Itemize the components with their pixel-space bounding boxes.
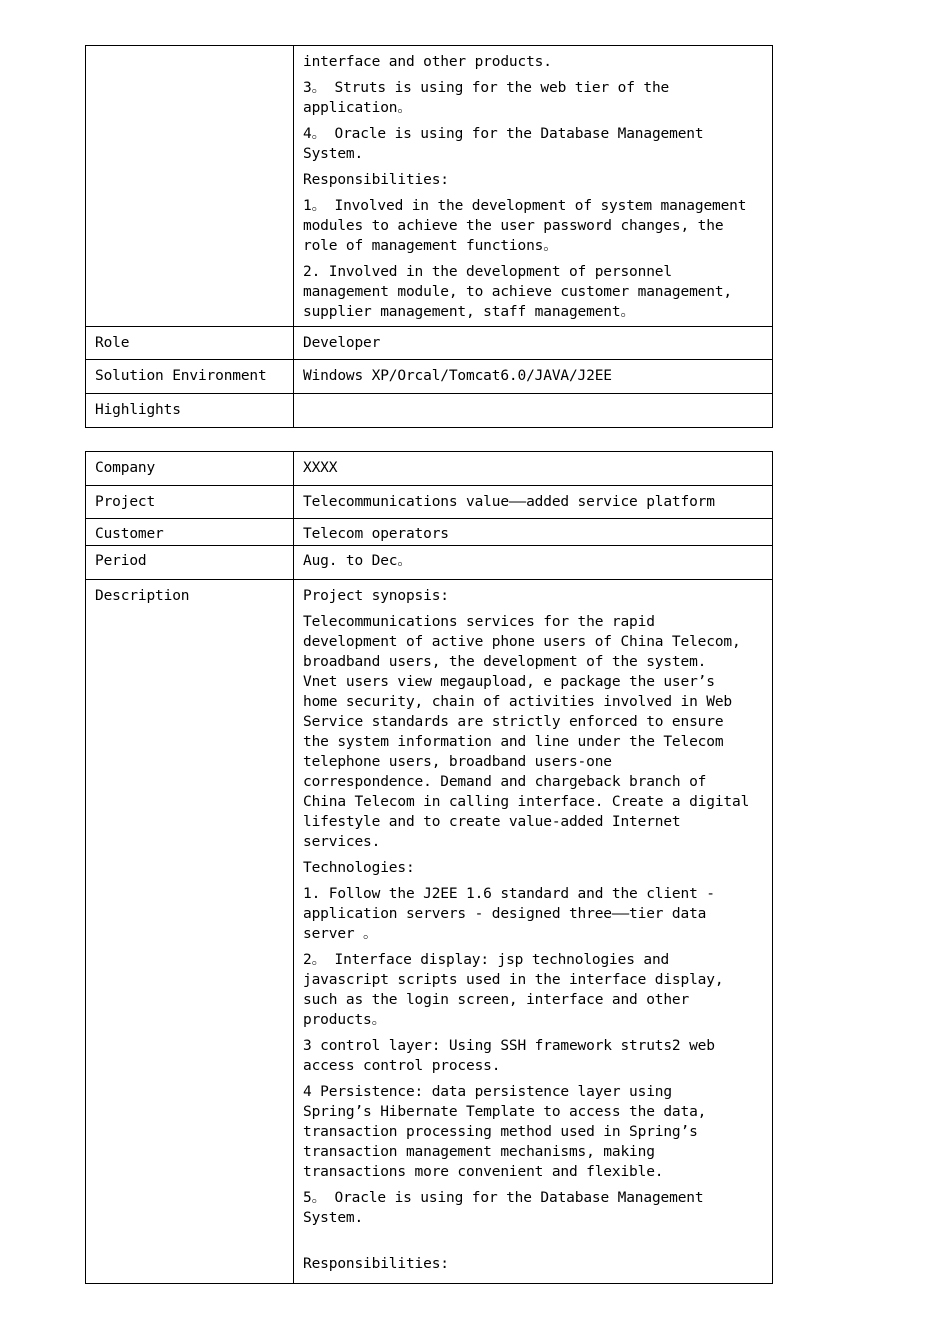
table-row xyxy=(86,360,773,394)
description-cell xyxy=(294,580,773,1284)
blank-line xyxy=(303,1234,764,1254)
table-row xyxy=(86,327,773,360)
paragraph: Telecommunications services for the rapid development of active phone users of China Telecom, broadband users, the development of the system. Vnet users view megaupload, e package the user’s home security, chain of activities involved in Web Service standards are strictly enforced to ensure the system information and line under the Telecom telephone users, broadband users-one correspondence. Demand and chargeback branch of China Telecom in calling interface. Create a digital lifestyle and to create value-added Internet services. xyxy=(303,614,750,850)
table-row xyxy=(86,519,773,546)
paragraph: 2。 Interface display: jsp technologies and javascript scripts used in the interface display, such as the login screen, interface and other products。 xyxy=(303,952,724,1028)
description-cell xyxy=(294,46,773,327)
responsibilities-heading: Responsibilities: xyxy=(303,1256,449,1272)
paragraph: Project synopsis: xyxy=(303,588,449,604)
period-label: Period xyxy=(86,546,294,580)
paragraph: 3 control layer: Using SSH framework struts2 web access control process. xyxy=(303,1038,715,1074)
project-table-continued xyxy=(85,45,773,428)
paragraph: 1。 Involved in the development of system management modules to achieve the user password changes, the role of management functions。 xyxy=(303,198,747,254)
period-value: Aug. to Dec。 xyxy=(294,546,773,580)
project-label: Project xyxy=(86,486,294,519)
paragraph: 4 Persistence: data persistence layer using Spring’s Hibernate Template to access the data, transaction processing method used in Spring’s transaction management mechanisms, making transactions more convenient and flexible. xyxy=(303,1084,707,1180)
environment-value: Windows XP/Orcal/Tomcat6.0/JAVA/J2EE xyxy=(294,360,773,394)
table-row xyxy=(86,486,773,519)
paragraph: 5。 Oracle is using for the Database Management System. xyxy=(303,1190,704,1226)
table-row xyxy=(86,46,773,327)
paragraph: 3。 Struts is using for the web tier of the application。 xyxy=(303,80,670,116)
table-row xyxy=(86,452,773,486)
company-label: Company xyxy=(86,452,294,486)
environment-label: Solution Environment xyxy=(86,360,294,394)
role-label: Role xyxy=(86,327,294,360)
paragraph: Responsibilities: xyxy=(303,172,449,188)
table-row xyxy=(86,394,773,428)
paragraph: 2. Involved in the development of personnel management module, to achieve customer management, supplier management, staff management。 xyxy=(303,264,732,320)
project-value: Telecommunications value——added service platform xyxy=(294,486,773,519)
company-value: XXXX xyxy=(294,452,773,486)
project-table xyxy=(85,451,773,1284)
description-label: Description xyxy=(86,580,294,1284)
table-row xyxy=(86,546,773,580)
paragraph: 1. Follow the J2EE 1.6 standard and the client - application servers - designed three——tier data server 。 xyxy=(303,886,715,942)
customer-value: Telecom operators xyxy=(294,519,773,546)
table-row xyxy=(86,580,773,1284)
paragraph: interface and other products. xyxy=(303,54,552,70)
highlights-label: Highlights xyxy=(86,394,294,428)
label-cell xyxy=(86,46,294,327)
paragraph: 4。 Oracle is using for the Database Management System. xyxy=(303,126,704,162)
highlights-value xyxy=(294,394,773,428)
paragraph: Technologies: xyxy=(303,860,415,876)
customer-label: Customer xyxy=(86,519,294,546)
role-value: Developer xyxy=(294,327,773,360)
